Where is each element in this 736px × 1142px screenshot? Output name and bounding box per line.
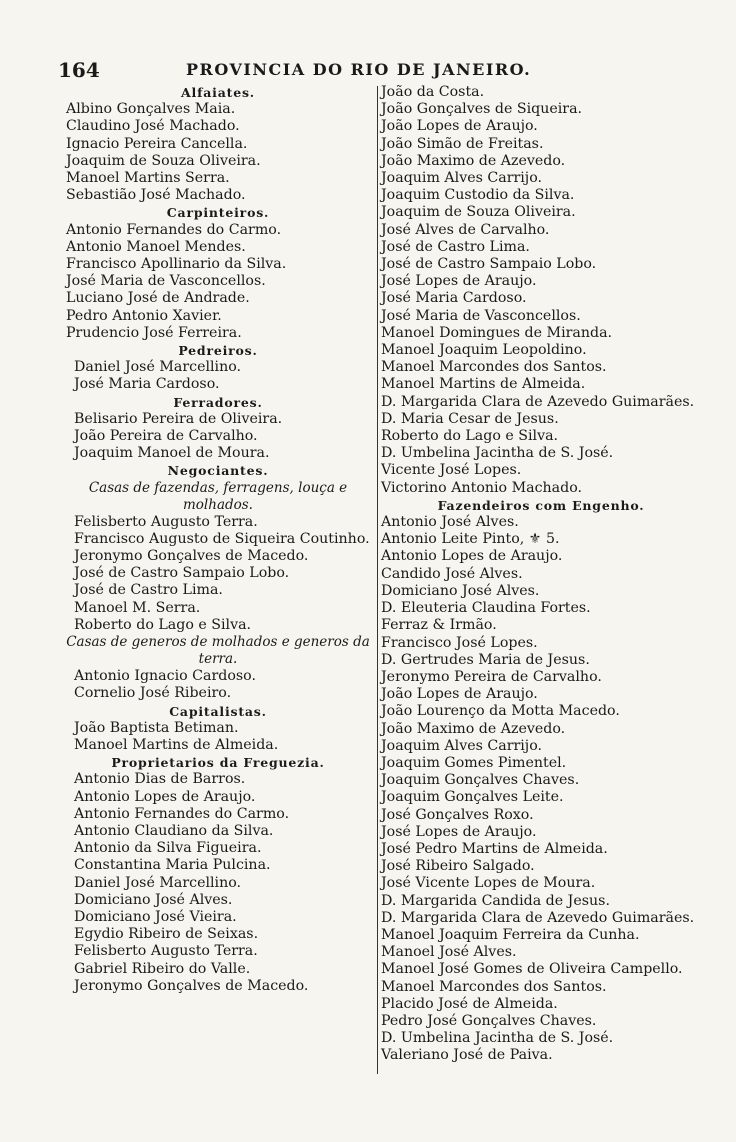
list-item: Sebastião José Machado.: [66, 187, 246, 204]
list-item: José Maria Cardoso.: [381, 290, 527, 307]
list-item: José Lopes de Araujo.: [381, 273, 537, 290]
section-heading-fazendeiros: Fazendeiros com Engenho.: [437, 497, 645, 513]
list-item: D. Maria Cesar de Jesus.: [381, 410, 559, 427]
list-item: Manoel Marcondes dos Santos.: [381, 359, 607, 376]
list-item: Manoel José Alves.: [381, 944, 517, 961]
list-item: Joaquim Manoel de Moura.: [74, 445, 270, 462]
list-item: Manoel Martins Serra.: [66, 170, 230, 187]
list-item: Antonio Leite Pinto, ⚜ 5.: [381, 531, 560, 548]
list-item: Joaquim Alves Carrijo.: [381, 737, 543, 754]
list-item: João Lopes de Araujo.: [381, 118, 538, 135]
list-item: João Pereira de Carvalho.: [74, 428, 258, 445]
list-item: Manoel Marcondes dos Santos.: [381, 978, 607, 995]
list-item: Manoel M. Serra.: [74, 599, 201, 616]
section-heading-alfaiates: Alfaiates.: [181, 85, 255, 100]
list-item: Valeriano José de Paiva.: [381, 1047, 553, 1064]
list-item: D. Umbelina Jacintha de S. José.: [381, 1030, 614, 1047]
list-item: Manoel Martins de Almeida.: [74, 736, 279, 753]
list-item: D. Gertrudes Maria de Jesus.: [381, 651, 590, 668]
list-item: Candido José Alves.: [381, 565, 523, 582]
list-ferradores: [62, 411, 374, 463]
list-proprietarios-continued: [381, 84, 701, 497]
list-item: Constantina Maria Pulcina.: [74, 857, 271, 874]
list-item: João Maximo de Azevedo.: [381, 720, 566, 737]
list-item: Manoel Martins de Almeida.: [381, 376, 586, 393]
list-item: Manoel Joaquim Leopoldino.: [381, 342, 587, 359]
list-item: José Maria de Vasconcellos.: [66, 273, 266, 290]
list-item: José Gonçalves Roxo.: [381, 806, 534, 823]
list-item: Antonio Lopes de Araujo.: [74, 788, 256, 805]
list-item: Daniel José Marcellino.: [74, 359, 242, 376]
list-item: Antonio Lopes de Araujo.: [381, 548, 563, 565]
list-item: José Pedro Martins de Almeida.: [381, 840, 608, 857]
page-header: [58, 58, 678, 84]
list-item: Claudino José Machado.: [66, 118, 240, 135]
list-item: João Simão de Freitas.: [381, 135, 544, 152]
list-item: José Maria de Vasconcellos.: [381, 307, 581, 324]
list-item: Jeronymo Gonçalves de Macedo.: [74, 548, 309, 565]
list-item: José Lopes de Araujo.: [381, 823, 537, 840]
list-item: João da Costa.: [381, 84, 485, 100]
list-item: Antonio Claudiano da Silva.: [74, 822, 274, 839]
list-item: Francisco Augusto de Siqueira Coutinho.: [74, 530, 370, 547]
list-item: Antonio Ignacio Cardoso.: [74, 668, 256, 685]
list-item: Victorino Antonio Machado.: [381, 479, 582, 496]
list-item: Vicente José Lopes.: [381, 462, 522, 479]
list-item: Gabriel Ribeiro do Valle.: [74, 960, 251, 977]
list-item: João Lopes de Araujo.: [381, 686, 538, 703]
list-item: José Alves de Carvalho.: [381, 221, 550, 238]
list-item: Albino Gonçalves Maia.: [66, 101, 236, 118]
list-item: D. Margarida Clara de Azevedo Guimarães.: [381, 393, 695, 410]
list-item: Felisberto Augusto Terra.: [74, 513, 258, 530]
list-item: Egydio Ribeiro de Seixas.: [74, 926, 259, 943]
list-item: José de Castro Sampaio Lobo.: [381, 256, 597, 273]
list-item: João Maximo de Azevedo.: [381, 152, 566, 169]
section-heading-carpinteiros: Carpinteiros.: [166, 205, 270, 221]
list-proprietarios: [62, 771, 374, 995]
section-heading-ferradores: Ferradores.: [173, 394, 263, 410]
list-negociantes-generos: [62, 668, 374, 702]
page-title: PROVINCIA DO RIO DE JANEIRO.: [186, 60, 532, 79]
column-divider: [377, 86, 378, 1074]
list-item: Prudencio José Ferreira.: [66, 324, 242, 341]
list-item: Manoel Domingues de Miranda.: [381, 324, 613, 341]
list-item: Joaquim Custodio da Silva.: [381, 187, 575, 204]
list-fazendeiros: [381, 514, 701, 1065]
left-column: [62, 84, 374, 995]
list-item: Antonio José Alves.: [381, 514, 519, 531]
list-item: José de Castro Sampaio Lobo.: [74, 565, 290, 582]
list-item: Domiciano José Alves.: [74, 891, 233, 908]
list-item: José de Castro Lima.: [381, 238, 530, 255]
list-item: Joaquim de Souza Oliveira.: [381, 204, 576, 221]
list-item: Joaquim Gonçalves Leite.: [381, 789, 564, 806]
list-item: Roberto do Lago e Silva.: [381, 428, 559, 445]
list-item: José de Castro Lima.: [74, 582, 223, 599]
list-item: Pedro Antonio Xavier.: [66, 307, 222, 324]
section-heading-negociantes: Negociantes.: [167, 463, 269, 479]
list-item: Francisco José Lopes.: [381, 634, 538, 651]
list-item: Joaquim Alves Carrijo.: [381, 170, 543, 187]
list-negociantes-fazendas: [62, 514, 374, 634]
list-item: Jeronymo Pereira de Carvalho.: [381, 668, 602, 685]
right-column: [381, 84, 701, 1065]
list-item: José Ribeiro Salgado.: [381, 858, 535, 875]
list-item: Felisberto Augusto Terra.: [74, 943, 258, 960]
list-item: Cornelio José Ribeiro.: [74, 685, 232, 702]
list-item: D. Margarida Clara de Azevedo Guimarães.: [381, 909, 695, 926]
list-item: Joaquim Gomes Pimentel.: [381, 754, 567, 771]
list-item: Francisco Apollinario da Silva.: [66, 256, 287, 273]
list-item: Antonio Fernandes do Carmo.: [74, 805, 290, 822]
page-number: 164: [58, 58, 100, 82]
list-item: D. Margarida Candida de Jesus.: [381, 892, 610, 909]
list-item: João Lourenço da Motta Macedo.: [381, 703, 620, 720]
section-heading-capitalistas: Capitalistas.: [169, 703, 267, 719]
list-item: Joaquim de Souza Oliveira.: [66, 152, 261, 169]
list-item: Ferraz & Irmão.: [381, 617, 497, 634]
subheading-casas-generos: Casas de generos de molhados e generos da terra.: [66, 634, 370, 668]
list-item: José Vicente Lopes de Moura.: [381, 875, 596, 892]
list-item: João Baptista Betiman.: [74, 719, 239, 736]
list-item: Antonio Manoel Mendes.: [66, 238, 246, 255]
list-item: Daniel José Marcellino.: [74, 874, 242, 891]
section-heading-proprietarios: Proprietarios da Freguezia.: [111, 755, 325, 771]
list-item: D. Umbelina Jacintha de S. José.: [381, 445, 614, 462]
list-item: Ignacio Pereira Cancella.: [66, 135, 248, 152]
list-item: Placido José de Almeida.: [381, 995, 558, 1012]
list-item: Antonio Dias de Barros.: [74, 771, 246, 788]
section-heading-pedreiros: Pedreiros.: [178, 343, 258, 359]
list-item: Luciano José de Andrade.: [66, 290, 250, 307]
list-item: João Gonçalves de Siqueira.: [381, 101, 583, 118]
list-item: Antonio da Silva Figueira.: [74, 840, 262, 857]
list-carpinteiros: [62, 222, 374, 342]
list-item: Belisario Pereira de Oliveira.: [74, 410, 283, 427]
list-item: Manoel Joaquim Ferreira da Cunha.: [381, 926, 640, 943]
list-alfaiates: [62, 101, 374, 204]
list-item: Roberto do Lago e Silva.: [74, 616, 252, 633]
list-item: José Maria Cardoso.: [74, 376, 220, 393]
list-item: Jeronymo Gonçalves de Macedo.: [74, 977, 309, 994]
subheading-casas-fazendas: Casas de fazendas, ferragens, louça e molhados.: [88, 479, 348, 513]
list-item: Domiciano José Vieira.: [74, 908, 237, 925]
list-pedreiros: [62, 359, 374, 393]
list-capitalistas: [62, 720, 374, 754]
list-item: Domiciano José Alves.: [381, 582, 540, 599]
list-item: Antonio Fernandes do Carmo.: [66, 221, 282, 238]
list-item: Manoel José Gomes de Oliveira Campello.: [381, 961, 683, 978]
list-item: D. Eleuteria Claudina Fortes.: [381, 600, 591, 617]
list-item: Pedro José Gonçalves Chaves.: [381, 1012, 597, 1029]
list-item: Joaquim Gonçalves Chaves.: [381, 772, 580, 789]
